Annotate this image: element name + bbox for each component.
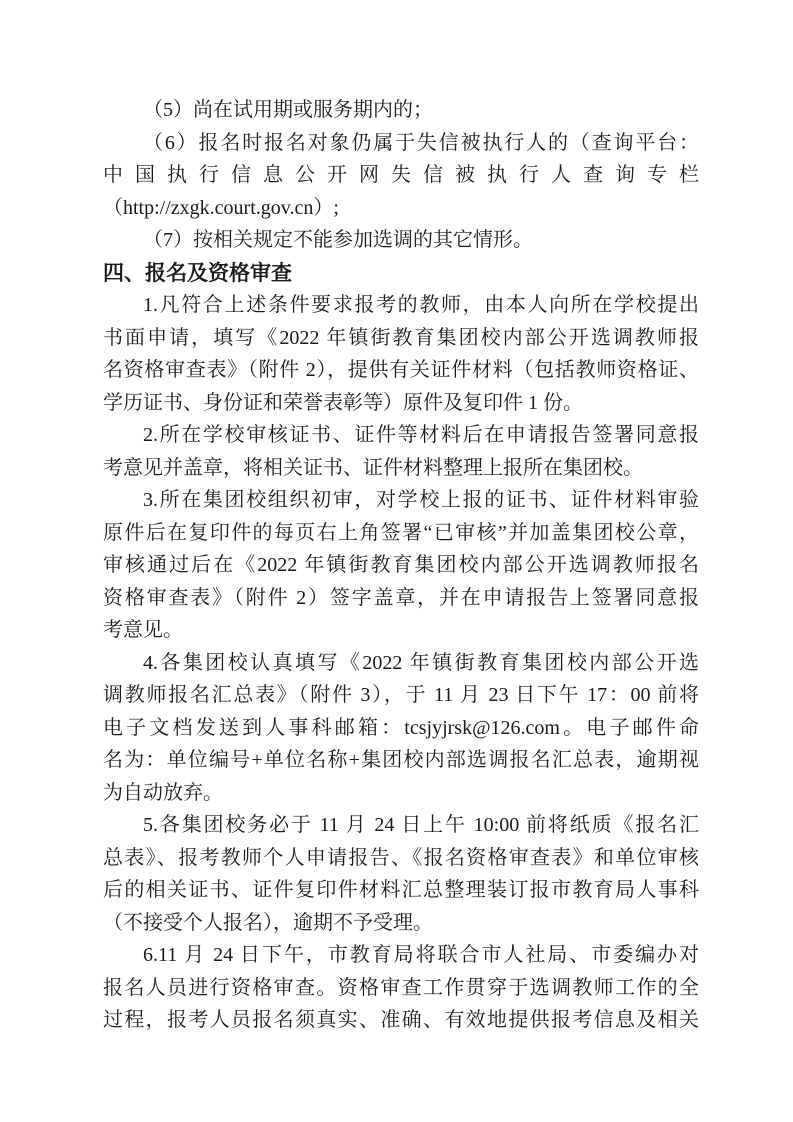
para-1-line-4: 学历证书、身份证和荣誉表彰等）原件及复印件 1 份。 [103,391,583,414]
para-3-line-2: 原件后在复印件的每页右上角签署“已审核”并加盖集团校公章， [103,521,699,544]
para-1-line-3: 名资格审查表》（附件 2），提供有关证件材料（包括教师资格证、 [103,359,699,381]
para-5-line-1: 5.各集团校务必于 11 月 24 日上午 10:00 前将纸质《报名汇 [143,814,699,836]
para-4-line-2: 调教师报名汇总表》（附件 3），于 11 月 23 日下午 17：00 前将 [103,684,699,706]
para-4-line-4: 名为：单位编号+单位名称+集团校内部选调报名汇总表，逾期视 [103,749,699,771]
para-5-line-2: 总表》、报考教师个人申请报告、《报名资格审查表》和单位审核 [103,846,699,869]
item-5-line: （5）尚在试用期或服务期内的； [143,99,433,121]
section-heading: 四、报名及资格审查 [103,260,292,285]
para-2-line-1: 2.所在学校审核证书、证件等材料后在申请报告签署同意报 [143,424,699,446]
para-1-line-2: 书面申请，填写《2022 年镇街教育集团校内部公开选调教师报 [103,326,699,349]
para-6-line-2: 报名人员进行资格审查。资格审查工作贯穿于选调教师工作的全 [103,976,699,999]
item-6-line-2-spread: 中国执行信息公开网失信被执行人查询专栏 [103,164,699,186]
para-5-line-3: 后的相关证书、证件复印件材料汇总整理装订报市教育局人事科 [103,879,699,901]
para-4-line-3-email: 电子文档发送到人事科邮箱：tcsjyjrsk@126.com。电子邮件命 [103,716,699,739]
text-block [103,94,699,1037]
item-6-line-1: （6）报名时报名对象仍属于失信被执行人的（查询平台： [143,131,699,154]
para-4-line-1: 4.各集团校认真填写《2022 年镇街教育集团校内部公开选 [143,651,699,674]
para-6-line-1: 6.11 月 24 日下午，市教育局将联合市人社局、市委编办对 [143,944,699,966]
para-3-line-3: 审核通过后在《2022 年镇街教育集团校内部公开选调教师报名 [103,554,699,576]
para-3-line-4: 资格审查表》（附件 2）签字盖章，并在申请报告上签署同意报 [103,586,699,609]
item-7-line: （7）按相关规定不能参加选调的其它情形。 [143,229,533,251]
item-6-url-line: （http://zxgk.court.gov.cn）; [103,196,339,219]
para-3-line-5: 考意见。 [103,619,183,641]
para-2-line-2: 考意见并盖章，将相关证书、证件材料整理上报所在集团校。 [103,456,643,479]
para-4-line-5: 为自动放弃。 [103,781,223,804]
para-6-line-3: 过程，报考人员报名须真实、准确、有效地提供报考信息及相关 [103,1009,699,1031]
para-1-line-1: 1.凡符合上述条件要求报考的教师，由本人向所在学校提出 [143,294,699,316]
para-3-line-1: 3.所在集团校组织初审，对学校上报的证书、证件材料审验 [143,489,699,511]
para-5-line-4: （不接受个人报名），逾期不予受理。 [103,911,433,934]
